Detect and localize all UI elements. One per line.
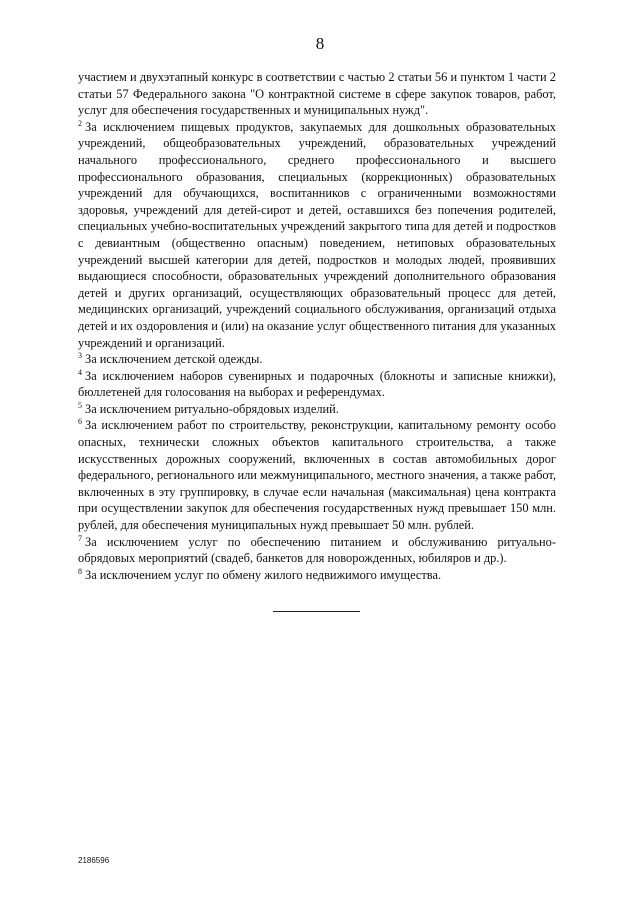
footnote-marker: 5 [78,400,82,410]
footnote-text: За исключением наборов сувенирных и подарочных (блокноты и записные книжки), бюллетеней для голосования на выборах и референдумах. [78,368,556,400]
footnote-marker: 7 [78,533,82,543]
footnote-text: За исключением детской одежды. [85,352,263,367]
footnote-5 [78,401,556,418]
footnote-marker: 6 [78,417,82,427]
document-body [78,69,556,583]
footnote-text: За исключением пищевых продуктов, закупаемых для дошкольных образовательных учреждений, общеобразовательных учреждений, образовательных учреждений начального профессионального, среднего профессионального и высшего профессионального образования, специальных (коррекционных) образовательных учреждений для обучающихся, воспитанников с ограниченными возможностями здоровья, учреждений для детей-сирот и детей, оставшихся без попечения родителей, специальных учебно-воспитательных учреждений закрытого типа для детей и подростков с девиантным (общественно опасным) поведением, нетиповых образовательных учреждений высшей категории для детей, подростков и молодых людей, проявивших выдающиеся способности, образовательных учреждений дополнительного образования детей и других организаций, осуществляющих образовательный процесс для детей, медицинских организаций, учреждений социального обслуживания, организаций отдыха детей и их оздоровления и (или) на оказание услуг общественного питания для указанных учреждений и организаций. [78,119,557,350]
footnote-text: За исключением работ по строительству, реконструкции, капитальному ремонту особо опасных, технически сложных объектов капитального строительства, а также искусственных дорожных сооружений, включенных в состав автомобильных дорог федерального, регионального или межмуниципального, местного значения, а также работ, включенных в эту группировку, в случае если начальная (максимальная) цена контракта при осуществлении закупок для обеспечения государственных нужд превышает 150 млн. рублей, для обеспечения муниципальных нужд превышает 50 млн. рублей. [78,418,556,533]
footnote-7 [78,534,556,567]
section-divider [273,611,360,612]
footnote-marker: 2 [78,118,82,128]
footnote-8 [78,567,556,584]
document-code: 2186596 [78,856,110,865]
footnote-4 [78,368,556,401]
footnote-text: За исключением услуг по обеспечению питанием и обслуживанию ритуально-обрядовых мероприятий (свадеб, банкетов для новорожденных, юбиляров и др.). [78,534,556,566]
footnote-2 [78,119,556,351]
footnote-marker: 4 [78,367,82,377]
footnote-6 [78,417,556,533]
page-number: 8 [315,34,325,53]
footnote-marker: 8 [78,566,82,576]
footnote-3 [78,351,556,368]
footnote-marker: 3 [78,351,82,361]
footnote-text: За исключением ритуально-обрядовых изделий. [85,401,339,416]
footnote-text: За исключением услуг по обмену жилого недвижимого имущества. [85,567,442,582]
intro-paragraph: участием и двухэтапный конкурс в соответствии с частью 2 статьи 56 и пунктом 1 части 2 статьи 57 Федерального закона "О контрактной системе в сфере закупок товаров, работ, услуг для обеспечения государственных и муниципальных нужд". [78,70,556,118]
